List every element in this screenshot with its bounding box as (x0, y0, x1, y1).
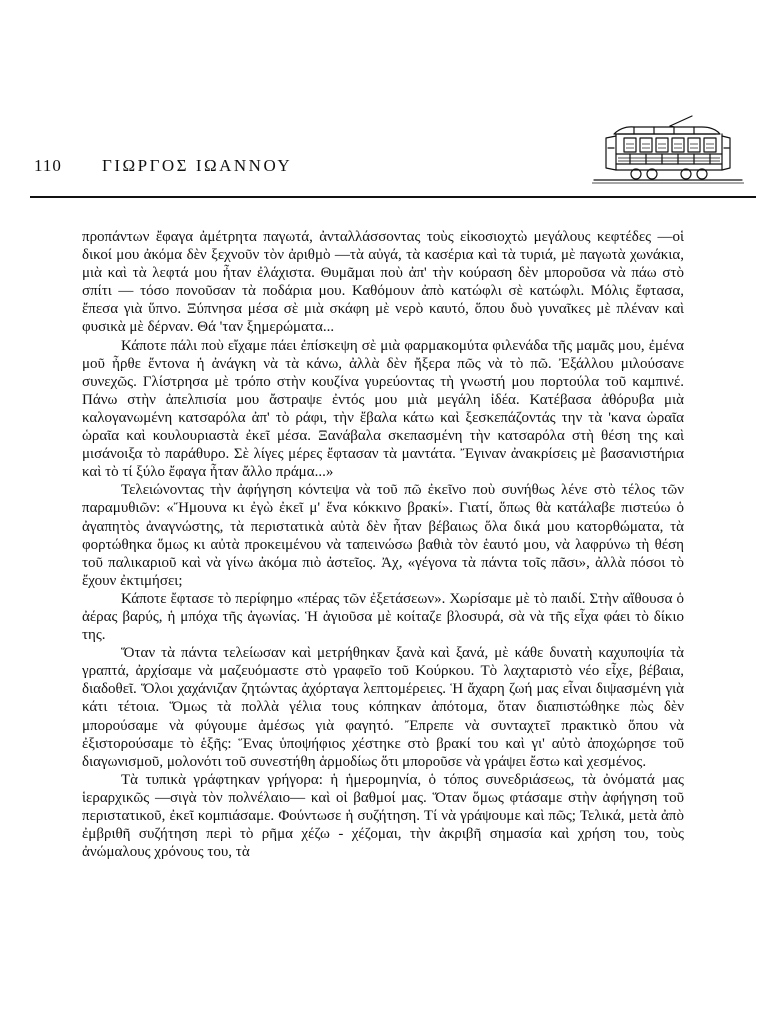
paragraph-5: Ὅταν τὰ πάντα τελείωσαν καὶ μετρήθηκαν ξανὰ καὶ ξανά, μὲ κάθε δυνατὴ καχυποψία τὰ γραπτά, ἀρχίσαμε νὰ μαζευόμαστε στὸ γραφεῖο τοῦ Κούρκου. Τὸ λαχταριστὸ νέο εἶχε, βέβαια, διαδοθεῖ. Ὅλοι χαχάνιζαν ζητώντας ἀχόρταγα λεπτομέρειες. Ἡ ἄχαρη ζωή μας εἶναι διψασμένη γιὰ κάτι τέτοια. Ὅμως τὰ πολλὰ γέλια τους κόπηκαν ἀπότομα, ὅταν διαπιστώθηκε πὼς δὲν μπορούσαμε νὰ φύγουμε ἀμέσως γιὰ φαγητό. Ἔπρεπε νὰ συνταχτεῖ πρακτικὸ ὅπου νὰ ἐξιστορούσαμε τὸ ἑξῆς: Ἕνας ὑποψήφιος χέστηκε στὸ βρακί του καὶ γι' αὐτὸ ἀποχώρησε τοῦ διαγωνισμοῦ, μολονότι τοῦ συνεστήθη ἁρμοδίως ὅτι μποροῦσε νὰ γράψει ἔστω καὶ χεσμένος. (82, 645, 684, 770)
page-number: 110 (34, 156, 62, 175)
paragraph-4: Κάποτε ἔφτασε τὸ περίφημο «πέρας τῶν ἐξετάσεων». Χωρίσαμε μὲ τὸ παιδί. Στὴν αἴθουσα ὁ ἀέρας βαρύς, ἡ μπόχα τῆς ἀγωνίας. Ἡ ἁγιοῦσα μὲ κοίταζε βλοσυρά, σὰ νὰ τῆς εἶχα φάει τὸ δίκιο της. (82, 590, 684, 644)
paragraph-3: Τελειώνοντας τὴν ἀφήγηση κόντεψα νὰ τοῦ πῶ ἐκεῖνο ποὺ συνήθως λένε στὸ τέλος τῶν παραμυθιῶν: «Ἤμουνα κι ἐγὼ ἐκεῖ μ' ἕνα κόκκινο βρακί». Γιατί, ὅπως θὰ κατάλαβε πιστεύω ὁ ἀγαπητὸς ἀναγνώστης, τὰ περιστατικὰ αὐτὰ δὲν ἦταν βέβαιως ὅλα δικά μου κατορθώματα, τὰ φορτώθηκα ὅμως κι αὐτὰ προκειμένου νὰ ταπεινώσω βαθιὰ τὸν ἑαυτό μου, νὰ λαφρύνω τὴ θέση τοῦ παλικαριοῦ καὶ νὰ γίνω ἀκόμα πιὸ ἀστεῖος. Ἀχ, «γέγονα τὰ πάντα τοῖς πᾶσι», ἀλλὰ πόσοι τὸ ἔχουν ἐκτιμήσει; (82, 482, 684, 589)
page-header (34, 140, 754, 190)
paragraph-6: Τὰ τυπικὰ γράφτηκαν γρήγορα: ἡ ἡμερομηνία, ὁ τόπος συνεδριάσεως, τὰ ὀνόματά μας ἱεραρχικῶς —σιγὰ τὸν πολνέλαιο— καὶ οἱ βαθμοί μας. Ὅταν ὅμως φτάσαμε στὴν ἀφήγηση τοῦ περιστατικοῦ, ἐκεῖ κομπιάσαμε. Φούντωσε ἡ συζήτηση. Τί νὰ γράψουμε καὶ πῶς; Τελικά, μετὰ ἀπὸ ἐμβριθῆ συζήτηση περὶ τὸ ρῆμα χέζω - χέζομαι, τὴν ἀκριβῆ σημασία καὶ χρήση του, τοὺς ἀνώμαλους χρόνους του, τὰ (82, 771, 684, 861)
paragraph-1: προπάντων ἔφαγα ἀμέτρητα παγωτά, ἀνταλλάσσοντας τοὺς εἰκοσιοχτὼ μεγάλους κεφτέδες —οἱ δικοί μου ἀκόμα δὲν ξεχνοῦν τὸν ἀριθμὸ —τὰ αὐγά, τὰ κασέρια καὶ τὰ τυριά, μὲ παγωτὰ χωνάκια, μιὰ καὶ τὰ λεφτά μου ἦταν ἐλάχιστα. Θυμᾶμαι ποὺ ἀπ' τὴν κούραση δὲν μποροῦσα νὰ πάω στὸ σπίτι — τόσο πονοῦσαν τὰ ποδάρια μου. Καθόμουν ἀπὸ κατώφλι σὲ κατώφλι. Μόλις ἔφτασα, ἔπεσα γιὰ ὕπνο. Ξύπνησα μέσα σὲ μιὰ σκάφη μὲ νερὸ καυτό, ὅπου δυὸ γυναῖκες μὲ πλέναν καὶ φυσικὰ μὲ δέρναν. Θά 'ταν ξημερώματα... (82, 229, 684, 336)
body-text (82, 228, 684, 861)
header-rule (30, 196, 756, 198)
running-head: ΓΙΩΡΓΟΣ ΙΩΑΝΝΟΥ (102, 156, 293, 175)
tram-car-icon (574, 114, 746, 186)
paragraph-2: Κάποτε πάλι ποὺ εἴχαμε πάει ἐπίσκεψη σὲ μιὰ φαρμακομύτα φιλενάδα τῆς μαμᾶς μου, ἐμένα μοῦ ἦρθε ἔντονα ἡ ἀνάγκη νὰ τὰ κάνω, ἀλλὰ δὲν ἤξερα πῶς νὰ τὸ πῶ. Ἐξάλλου μιλούσανε συνεχῶς. Γλίστρησα μὲ τρόπο στὴν κουζίνα γυρεύοντας τὴ γνωστή μου πορτούλα τοῦ καμπινέ. Πάνω στὴν ἀπελπισία μου ἄστραψε ἐντός μου μιὰ μεγάλη ἰδέα. Κατέβασα ἀθόρυβα μιὰ καλογανωμένη κατσαρόλα ἀπ' τὸ ράφι, τὴν ἔβαλα κάτω καὶ ξεσκεπάζοντάς την τὰ 'κανα ὡραῖα ὡραῖα καὶ κουλουριαστὰ ἐκεῖ μέσα. Ξανάβαλα σκεπασμένη τὴν κατσαρόλα στὴ θέση της καὶ μισάνοιξα τὸ παράθυρο. Σὲ λίγες μέρες ἔφτασαν τὰ μαντάτα. Ἔγιναν ἀνακρίσεις μὲ βασανιστήρια καὶ τὸ τί ξύλο ἔφαγα ἦταν ἄλλο πράμα...» (82, 337, 684, 481)
